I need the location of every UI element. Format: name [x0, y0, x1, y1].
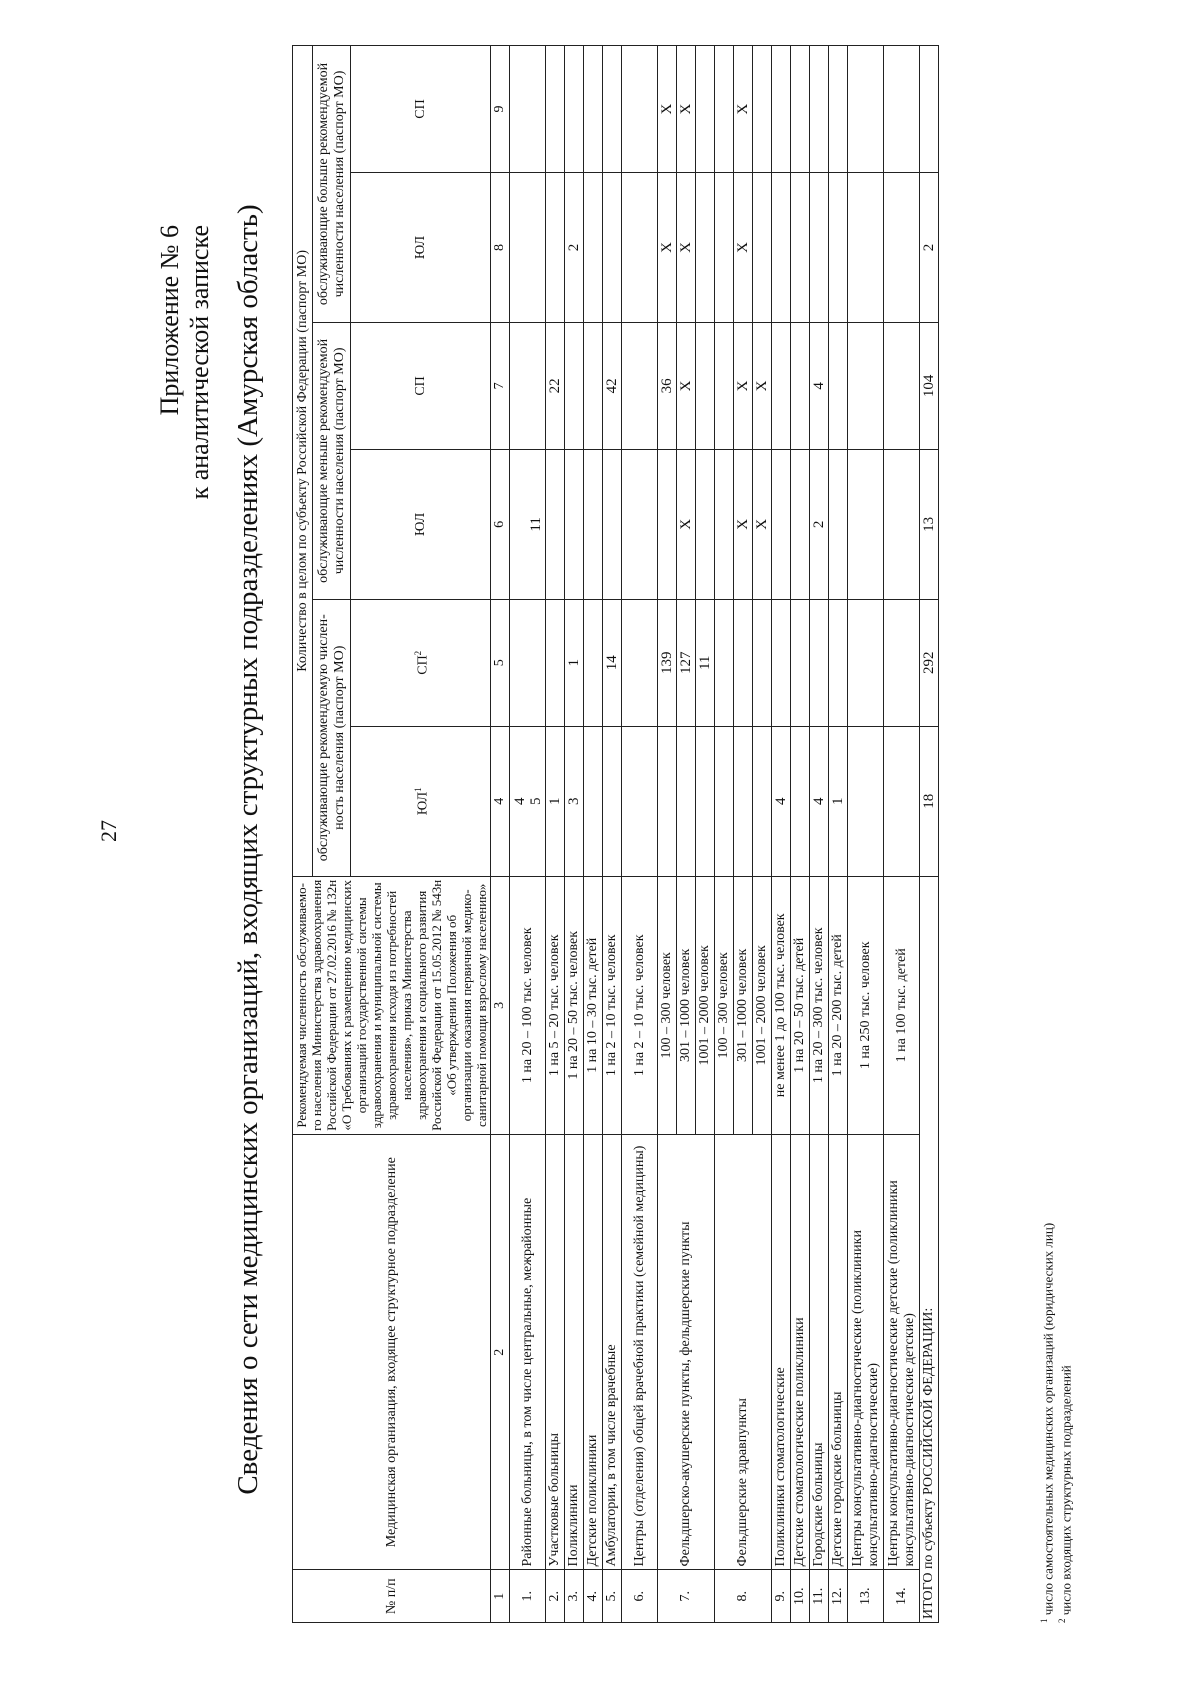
- cell-yul-more: [791, 173, 810, 323]
- table-row: [565, 46, 584, 1623]
- header-num: № п/п: [293, 1570, 491, 1623]
- cell-sp-more: [696, 46, 715, 173]
- header-sub-rec: обслуживающие рекомендуемую численность населения (паспорт МО): [313, 599, 351, 876]
- cell-yul-rec: [622, 726, 658, 876]
- cell-sp-more: X: [658, 46, 677, 173]
- table-row: [658, 46, 677, 1623]
- footnote-1: $^1$ число самостоятельных медицинских организаций (юридических лиц): [1039, 1222, 1056, 1623]
- cell-sp-more: [603, 46, 622, 173]
- cell-yul-rec: [696, 726, 715, 876]
- cell-sp-less: [510, 322, 546, 449]
- cell-sp-less: X: [734, 322, 753, 449]
- cell-sp-more: [810, 46, 829, 173]
- table-row: [829, 46, 848, 1623]
- header-yul-1: $ЮЛ^1$: [351, 726, 491, 876]
- cell-sp-less: [584, 322, 603, 449]
- row-org: Районные больницы, в том числе центральные, межрайонные: [510, 1134, 546, 1570]
- row-num: 7.: [658, 1570, 715, 1623]
- cell-yul-less: [848, 449, 884, 599]
- cell-sp-rec: [510, 599, 546, 726]
- row-org: Фельдшерско-акушерские пункты, фельдшерские пункты: [658, 1134, 715, 1570]
- row-rec: 100 – 300 человек: [658, 876, 677, 1134]
- cell-sp-rec: [810, 599, 829, 726]
- cell-yul-more: [715, 173, 734, 323]
- row-rec: 1 на 5 – 20 тыс. человек: [546, 876, 565, 1134]
- table-row: [884, 46, 920, 1623]
- row-org: Центры (отделения) общей врачебной практики (семейной медицины): [622, 1134, 658, 1570]
- cell-yul-less: X: [734, 449, 753, 599]
- cell-yul-rec: [658, 726, 677, 876]
- cell-yul-rec: 1: [546, 726, 565, 876]
- column-number-row: [491, 46, 510, 1623]
- cell-sp-more: [772, 46, 791, 173]
- row-num: 1.: [510, 1570, 546, 1623]
- row-rec: 1001 – 2000 человек: [753, 876, 772, 1134]
- cell-sp-rec: [829, 599, 848, 726]
- cell-yul-less: [584, 449, 603, 599]
- header-group: Количество в целом по субъекту Российской Федерации (паспорт МО): [293, 46, 313, 877]
- cell-yul-more: [546, 173, 565, 323]
- network-table: [292, 45, 939, 1623]
- row-rec: 1 на 10 – 30 тыс. детей: [584, 876, 603, 1134]
- cell-yul-less: X: [753, 449, 772, 599]
- cell-sp-less: X: [677, 322, 696, 449]
- row-num: 2.: [546, 1570, 565, 1623]
- cell-sp-rec: 14: [603, 599, 622, 726]
- cell-sp-less: 36: [658, 322, 677, 449]
- cell-yul-more: [829, 173, 848, 323]
- row-num: 9.: [772, 1570, 791, 1623]
- cell-sp-more: [884, 46, 920, 173]
- row-org: Поликлиники стоматологические: [772, 1134, 791, 1570]
- appendix-header: [155, 225, 215, 499]
- total-sp-more: [920, 46, 939, 173]
- row-num: 14.: [884, 1570, 920, 1623]
- cell-sp-less: [565, 322, 584, 449]
- cell-yul-rec: [584, 726, 603, 876]
- cell-yul-less: [565, 449, 584, 599]
- table-row: [603, 46, 622, 1623]
- cell-sp-less: [772, 322, 791, 449]
- cell-sp-less: [696, 322, 715, 449]
- header-sub-less: обслуживающие меньше рекомендуемой численности населения (паспорт МО): [313, 322, 351, 599]
- total-yul-rec: 18: [920, 726, 939, 876]
- cell-sp-rec: [715, 599, 734, 726]
- total-yul-more: 2: [920, 173, 939, 323]
- cell-sp-rec: 1: [565, 599, 584, 726]
- footnote-2: $^2$ число входящих структурных подразделений: [1057, 1365, 1074, 1623]
- table-row: [810, 46, 829, 1623]
- row-org: Поликлиники: [565, 1134, 584, 1570]
- cell-sp-rec: [884, 599, 920, 726]
- header-sub-more: обслуживающие больше рекомендуемой численности населения (паспорт МО): [313, 46, 351, 323]
- header-sp-2: $СП^2$: [351, 599, 491, 726]
- row-org: Амбулатории, в том числе врачебные: [603, 1134, 622, 1570]
- table-row: [772, 46, 791, 1623]
- row-rec: 301 – 1000 человек: [677, 876, 696, 1134]
- table-row: [584, 46, 603, 1623]
- cell-yul-less: [791, 449, 810, 599]
- row-rec: не менее 1 до 100 тыс. человек: [772, 876, 791, 1134]
- row-num: 5.: [603, 1570, 622, 1623]
- cell-sp-rec: [848, 599, 884, 726]
- row-num: 12.: [829, 1570, 848, 1623]
- row-rec: 1 на 20 – 300 тыс. человек: [810, 876, 829, 1134]
- cell-yul-more: [584, 173, 603, 323]
- header-row-1: [293, 46, 313, 1623]
- cell-sp-more: [546, 46, 565, 173]
- cell-yul-more: [884, 173, 920, 323]
- header-yul-more: ЮЛ: [351, 173, 491, 323]
- row-org: Детские поликлиники: [584, 1134, 603, 1570]
- colnum: 7: [491, 322, 510, 449]
- row-num: 4.: [584, 1570, 603, 1623]
- cell-sp-more: [715, 46, 734, 173]
- appendix-line-1: Приложение № 6: [155, 225, 184, 416]
- cell-yul-rec: 4 5: [510, 726, 546, 876]
- cell-yul-rec: [848, 726, 884, 876]
- row-num: 13.: [848, 1570, 884, 1623]
- cell-sp-rec: [753, 599, 772, 726]
- header-recommended: Рекомендуемая численность обслуживаемого населения Министерства здравоохранения Российской Федерации от 27.02.2016 № 132н «О Требованиях к размещению медицинских организаций государственной системы здравоохранения и муниципальной системы здравоохранения исходя из потребностей населения», приказ Министерства здравоохранения и социального развития Российской Федерации от 15.05.2012 № 543н «Об утверждении Положения об организации оказания первичной медико-санитарной помощи взрослому населению»: [293, 876, 491, 1134]
- cell-yul-less: [658, 449, 677, 599]
- cell-yul-more: X: [734, 173, 753, 323]
- cell-yul-more: [696, 173, 715, 323]
- cell-yul-rec: 4: [772, 726, 791, 876]
- cell-yul-rec: [753, 726, 772, 876]
- cell-sp-less: [829, 322, 848, 449]
- row-num: 3.: [565, 1570, 584, 1623]
- cell-yul-more: [848, 173, 884, 323]
- cell-yul-more: [510, 173, 546, 323]
- table-row: [622, 46, 658, 1623]
- cell-sp-less: [884, 322, 920, 449]
- table-row: [715, 46, 734, 1623]
- cell-yul-more: X: [658, 173, 677, 323]
- header-sp-less: СП: [351, 322, 491, 449]
- cell-sp-more: [584, 46, 603, 173]
- table-row: [791, 46, 810, 1623]
- cell-yul-less: [715, 449, 734, 599]
- colnum: 9: [491, 46, 510, 173]
- document-title: Сведения о сети медицинских организаций, входящих структурных подразделениях (Амурская область): [232, 204, 264, 1495]
- cell-yul-rec: 4: [810, 726, 829, 876]
- row-rec: 1 на 20 – 200 тыс. детей: [829, 876, 848, 1134]
- cell-yul-less: [603, 449, 622, 599]
- row-num: 6.: [622, 1570, 658, 1623]
- cell-sp-less: [622, 322, 658, 449]
- appendix-line-2: к аналитической записке: [185, 225, 214, 500]
- cell-sp-more: X: [734, 46, 753, 173]
- cell-yul-less: 2: [810, 449, 829, 599]
- cell-yul-more: [622, 173, 658, 323]
- cell-yul-less: [829, 449, 848, 599]
- total-row: [920, 46, 939, 1623]
- row-rec: 1 на 2 – 10 тыс. человек: [622, 876, 658, 1134]
- table-row: [546, 46, 565, 1623]
- row-rec: 1 на 20 – 100 тыс. человек: [510, 876, 546, 1134]
- cell-sp-less: 22: [546, 322, 565, 449]
- row-rec: 301 – 1000 человек: [734, 876, 753, 1134]
- colnum: 3: [491, 876, 510, 1134]
- cell-yul-rec: [734, 726, 753, 876]
- cell-sp-rec: [546, 599, 565, 726]
- row-rec: 100 – 300 человек: [715, 876, 734, 1134]
- total-sp-less: 104: [920, 322, 939, 449]
- cell-yul-more: [603, 173, 622, 323]
- cell-sp-less: X: [753, 322, 772, 449]
- cell-sp-rec: [791, 599, 810, 726]
- row-org: Участковые больницы: [546, 1134, 565, 1570]
- row-num: 11.: [810, 1570, 829, 1623]
- table-row: [848, 46, 884, 1623]
- cell-yul-rec: [677, 726, 696, 876]
- footnotes: [1037, 1223, 1074, 1623]
- cell-yul-rec: 1: [829, 726, 848, 876]
- cell-sp-less: 4: [810, 322, 829, 449]
- cell-sp-more: [622, 46, 658, 173]
- cell-sp-more: [565, 46, 584, 173]
- cell-sp-rec: 127: [677, 599, 696, 726]
- row-org: Фельдшерские здравпункты: [715, 1134, 772, 1570]
- cell-yul-rec: [715, 726, 734, 876]
- row-org: Детские стоматологические поликлиники: [791, 1134, 810, 1570]
- cell-yul-less: [884, 449, 920, 599]
- total-label: ИТОГО по субъекту РОССИЙСКОЙ ФЕДЕРАЦИИ:: [920, 876, 939, 1622]
- cell-yul-less: [622, 449, 658, 599]
- cell-sp-more: [848, 46, 884, 173]
- row-rec: 1 на 2 – 10 тыс. человек: [603, 876, 622, 1134]
- cell-yul-less: 11: [510, 449, 546, 599]
- cell-sp-more: [791, 46, 810, 173]
- colnum: 4: [491, 726, 510, 876]
- cell-sp-rec: 139: [658, 599, 677, 726]
- cell-sp-less: 42: [603, 322, 622, 449]
- row-rec: 1 на 250 тыс. человек: [848, 876, 884, 1134]
- cell-sp-rec: [734, 599, 753, 726]
- cell-sp-more: [510, 46, 546, 173]
- total-yul-less: 13: [920, 449, 939, 599]
- cell-sp-less: [715, 322, 734, 449]
- row-org: Городские больницы: [810, 1134, 829, 1570]
- row-num: 8.: [715, 1570, 772, 1623]
- row-org: Центры консультативно-диагностические (поликлиники консультативно-диагностические): [848, 1134, 884, 1570]
- row-rec: 1 на 20 – 50 тыс. детей: [791, 876, 810, 1134]
- colnum: 8: [491, 173, 510, 323]
- cell-sp-more: X: [677, 46, 696, 173]
- row-num: 10.: [791, 1570, 810, 1623]
- cell-yul-rec: [791, 726, 810, 876]
- cell-sp-more: [753, 46, 772, 173]
- cell-sp-rec: [622, 599, 658, 726]
- row-rec: 1 на 20 – 50 тыс. человек: [565, 876, 584, 1134]
- cell-sp-less: [791, 322, 810, 449]
- total-sp-rec: 292: [920, 599, 939, 726]
- cell-yul-less: [546, 449, 565, 599]
- cell-yul-less: [696, 449, 715, 599]
- table-row: [510, 46, 546, 1623]
- colnum: 1: [491, 1570, 510, 1623]
- header-yul-less: ЮЛ: [351, 449, 491, 599]
- colnum: 2: [491, 1134, 510, 1570]
- cell-yul-less: X: [677, 449, 696, 599]
- cell-sp-rec: 11: [696, 599, 715, 726]
- cell-yul-more: [753, 173, 772, 323]
- header-org: Медицинская организация, входящее структурное подразделение: [293, 1134, 491, 1570]
- page-number: 27: [96, 820, 121, 842]
- cell-yul-less: [772, 449, 791, 599]
- row-rec: 1 на 100 тыс. детей: [884, 876, 920, 1134]
- row-rec: 1001 – 2000 человек: [696, 876, 715, 1134]
- colnum: 5: [491, 599, 510, 726]
- cell-yul-rec: [884, 726, 920, 876]
- row-org: Центры консультативно-диагностические детские (поликлиники консультативно-диагностические детские): [884, 1134, 920, 1570]
- row-org: Детские городские больницы: [829, 1134, 848, 1570]
- cell-sp-rec: [772, 599, 791, 726]
- cell-sp-more: [829, 46, 848, 173]
- cell-yul-more: X: [677, 173, 696, 323]
- header-sp-more: СП: [351, 46, 491, 173]
- cell-yul-more: [810, 173, 829, 323]
- colnum: 6: [491, 449, 510, 599]
- cell-yul-more: 2: [565, 173, 584, 323]
- cell-sp-rec: [584, 599, 603, 726]
- cell-yul-rec: 3: [565, 726, 584, 876]
- cell-yul-more: [772, 173, 791, 323]
- cell-sp-less: [848, 322, 884, 449]
- cell-yul-rec: [603, 726, 622, 876]
